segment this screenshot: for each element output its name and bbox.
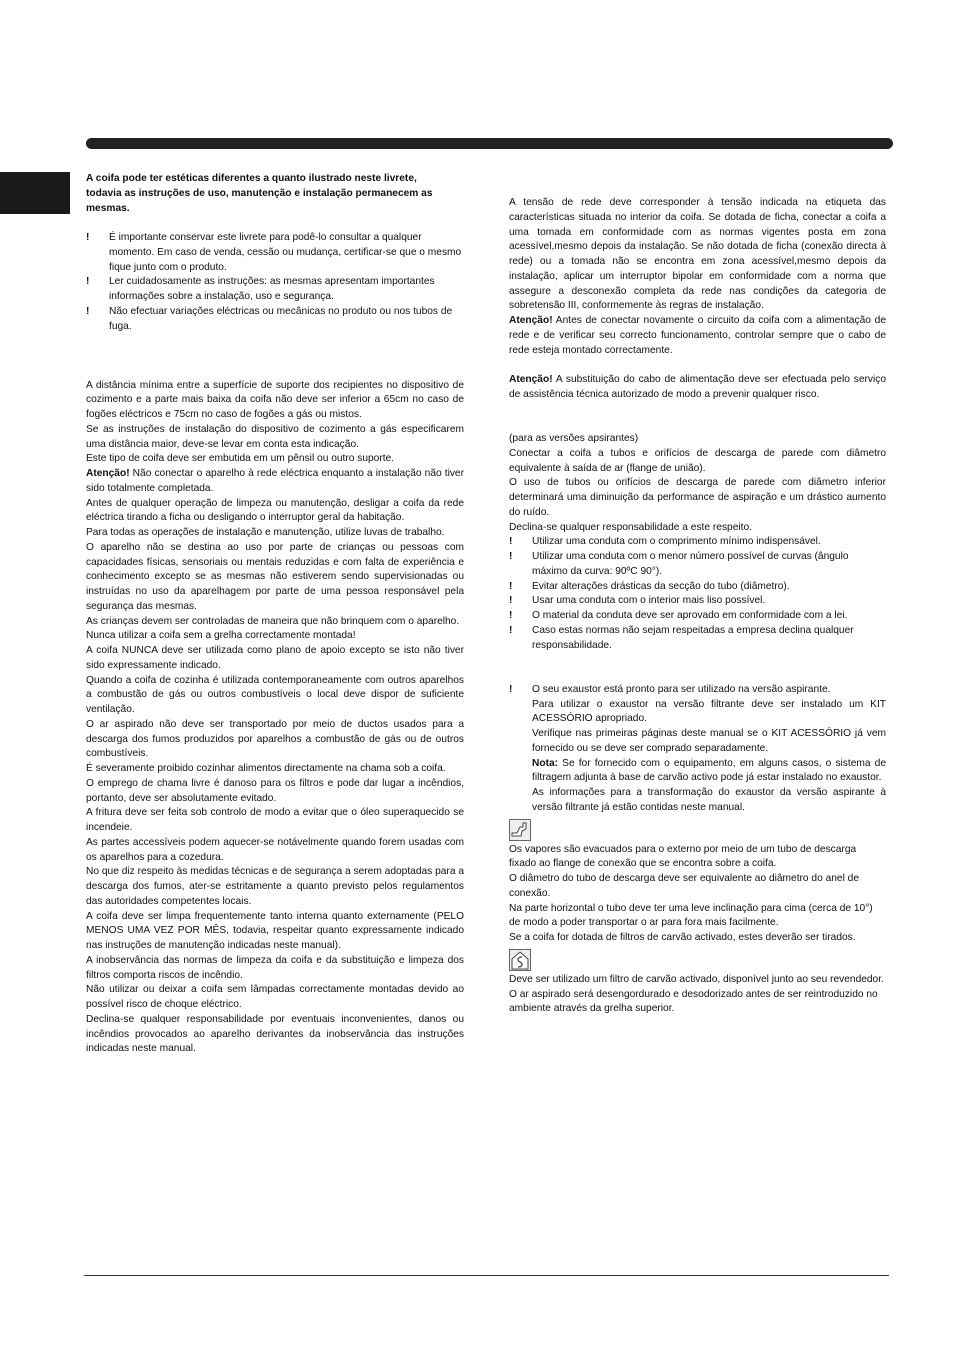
paragraph: As informações para a transformação do exaustor da versão aspirante à versão filtrante já estão contidas neste manual.: [532, 787, 886, 813]
paragraph: O aparelho não se destina ao uso por parte de crianças ou pessoas com capacidades físicas, sensoriais ou mentais reduzidas e com falta de experiência e conhecimento excepto se as mesmas não estiverem sendo supervisionadas ou instruídas no uso da aparelhagem por parte de uma pessoa responsável pela segurança das mesmas.: [86, 541, 464, 612]
paragraph: A distância mínima entre a superfície de suporte dos recipientes no dispositivo de cozimento e a parte mais baixa da coifa não deve ser inferior a 65cm no caso de fogões eléctricos e 75cm no caso de fogões a gás ou mistos.: [86, 379, 464, 420]
paragraph: É severamente proibido cozinhar alimentos directamente na chama sob a coifa.: [86, 763, 446, 774]
left-column: [86, 172, 464, 1057]
paragraph: Este tipo de coifa deve ser embutida em um pênsil ou outro suporte.: [86, 453, 395, 465]
filtering-version-icon: [509, 949, 531, 971]
list-item: ! O seu exaustor está pronto para ser utilizado na versão aspirante.: [509, 683, 831, 695]
paragraph: Atenção! Não conectar o aparelho à rede eléctrica enquanto a instalação não tiver sido totalmente completada.: [86, 468, 464, 494]
paragraph: O ar aspirado não deve ser transportado por meio de ductos usados para a descarga dos fumos produzidos por aparelhos a combustão de gás ou de outros combustíveis.: [86, 718, 464, 760]
paragraph: A inobservância das normas de limpeza da coifa e da substituição e limpeza dos filtros comporta riscos de incêndio.: [86, 954, 464, 981]
paragraph: Nota: Se for fornecido com o equipamento, em alguns casos, o sistema de filtragem adjunta à base de carvão activo pode já estar instalado no exaustor.: [532, 757, 886, 784]
list-item: ! Utilizar uma conduta com o comprimento mínimo indispensável.: [509, 536, 821, 548]
paragraph: A tensão de rede deve corresponder à tensão indicada na etiqueta das características situada no interior da coifa. Se dotada de ficha, conectar a coifa a uma tomada em conformidade com as normas vigentes posta em zona acessível,mesmo depois da instalação. Se não dotada de ficha (conexão directa à rede) ou a tomada não se encontra em zona acessível,mesmo depois da instalação, aplicar um interruptor bipolar em conformidade com a norma que assegure a desconexão completa da rede nas condições da categoria de sobretensão III, conformemente às regras de instalação.: [509, 197, 886, 312]
paragraph: Nunca utilizar a coifa sem a grelha correctamente montada!: [86, 630, 356, 642]
paragraph: Na parte horizontal o tubo deve ter uma leve inclinação para cima (cerca de 10°) de modo a poder transportar o ar para fora mais facilmente.: [509, 902, 873, 929]
paragraph: Atenção! Antes de conectar novamente o circuito da coifa com a alimentação de rede e de verificar seu correcto funcionamento, controlar sempre que o cabo de rede esteja montado correctamente.: [509, 315, 886, 356]
paragraph: O uso de tubos ou orifícios de descarga de parede com diâmetro inferior determinará uma diminuição da performance de aspiração e um drástico aumento do ruído.: [509, 477, 886, 518]
paragraph: Quando a coifa de cozinha é utilizada contemporaneamente com outros aparelhos a combustão de gás ou outros combustíveis o local deve dispor de suficiente ventilação.: [86, 674, 464, 715]
paragraph: Atenção! A substituição do cabo de alimentação deve ser efectuada pelo serviço de assistência técnica autorizado de modo a prevenir qualquer risco.: [509, 374, 886, 400]
paragraph: O diâmetro do tubo de descarga deve ser equivalente ao diâmetro do anel de conexão.: [509, 873, 860, 899]
paragraph: Antes de qualquer operação de limpeza ou manutenção, desligar a coifa da rede eléctrica tirando a ficha ou desligando o interruptor geral da habitação.: [86, 497, 464, 524]
list-item: ! O material da conduta deve ser aprovado em conformidade com a lei.: [509, 610, 848, 621]
list-item: ! Usar uma conduta com o interior mais liso possível.: [509, 595, 766, 607]
paragraph: As crianças devem ser controladas de maneira que não brinquem com o aparelho.: [86, 615, 460, 627]
header-bar: [86, 138, 893, 149]
paragraph: A fritura deve ser feita sob controlo de modo a evitar que o óleo superaquecido se incendeie.: [86, 807, 464, 833]
paragraph: Declina-se qualquer responsabilidade por eventuais inconvenientes, danos ou incêndios provocados ao aparelho derivantes da inobservância das instruções indicadas neste manual.: [86, 1013, 464, 1055]
right-column: [509, 196, 886, 1017]
list-item: ! Caso estas normas não sejam respeitadas a empresa declina qualquer responsabilidade.: [509, 624, 854, 651]
paragraph: (para as versões apsirantes): [509, 433, 639, 444]
paragraph: Se as instruções de instalação do dispositivo de cozimento a gás especificarem uma distância maior, deve-se levar em conta esta indicação.: [86, 423, 464, 450]
paragraph: O emprego de chama livre é danoso para os filtros e pode dar lugar a incêndios, portanto, deve ser absolutamente evitado.: [86, 777, 464, 804]
list-item: ! Utilizar uma conduta com o menor número possível de curvas (ângulo máximo da curva: 90ºC 90°).: [509, 551, 849, 577]
paragraph: Se a coifa for dotada de filtros de carvão activado, estes deverão ser tirados.: [509, 932, 856, 943]
aspirating-version-icon: [509, 819, 531, 841]
list-item: ! É importante conservar este livrete para podê-lo consultar a qualquer momento. Em caso de venda, cessão ou mudança, certificar-se que o mesmo fique junto com o produto.: [86, 232, 462, 273]
paragraph: Verifique nas primeiras páginas deste manual se o KIT ACESSÓRIO já vem fornecido ou se deve ser comprado separadamente.: [532, 728, 886, 754]
paragraph: Deve ser utilizado um filtro de carvão activado, disponível junto ao seu revendedor. O ar aspirado será desengordurado e desodorizado antes de ser reintroduzido no ambiente através da grelha superior.: [509, 973, 884, 1015]
paragraph: Conectar a coifa a tubos e orifícios de descarga de parede com diâmetro equivalente à saída de ar (flange de união).: [509, 447, 886, 474]
paragraph: No que diz respeito às medidas técnicas e de segurança a serem adoptadas para a descarga dos fumos, ater-se estritamente a quanto previsto pelos regulamentos das autoridades competentes locais.: [86, 866, 464, 907]
paragraph: Não utilizar ou deixar a coifa sem lâmpadas correctamente montadas devido ao possível risco de choque eléctrico.: [86, 984, 464, 1010]
paragraph: Para todas as operações de instalação e manutenção, utilize luvas de trabalho.: [86, 527, 445, 538]
list-item: ! Não efectuar variações eléctricas ou mecânicas no produto ou nos tubos de fuga.: [86, 305, 453, 332]
paragraph: A coifa deve ser limpa frequentemente tanto interna quanto externamente (PELO MENOS UMA VEZ POR MÊS, todavia, respeitar quanto expressamente indicado nas instruções de manutenção indicadas neste manual).: [86, 910, 464, 951]
language-tab: [0, 172, 70, 214]
paragraph: Declina-se qualquer responsabilidade a este respeito.: [509, 521, 752, 533]
list-item: ! Evitar alterações drásticas da secção do tubo (diâmetro).: [509, 580, 790, 592]
footer-rule: [84, 1275, 889, 1276]
paragraph: A coifa NUNCA deve ser utilizada como plano de apoio excepto se isto não tiver sido expressamente indicado.: [86, 645, 464, 671]
paragraph: Os vapores são evacuados para o externo por meio de um tubo de descarga fixado ao flange de conexão que se encontra sobre a coifa.: [509, 843, 857, 870]
intro-text: A coifa pode ter estéticas diferentes a quanto ilustrado neste livrete, todavia as instruções de uso, manutenção e instalação permanecem as mesmas.: [86, 173, 433, 214]
paragraph: Para utilizar o exaustor na versão filtrante deve ser instalado um KIT ACESSÓRIO apropriado.: [532, 698, 886, 725]
list-item: ! Ler cuidadosamente as instruções: as mesmas apresentam importantes informações sobre a instalação, uso e segurança.: [86, 276, 435, 302]
paragraph: As partes accessíveis podem aquecer-se notávelmente quando forem usadas com os aparelhos para a cozedura.: [86, 836, 464, 863]
